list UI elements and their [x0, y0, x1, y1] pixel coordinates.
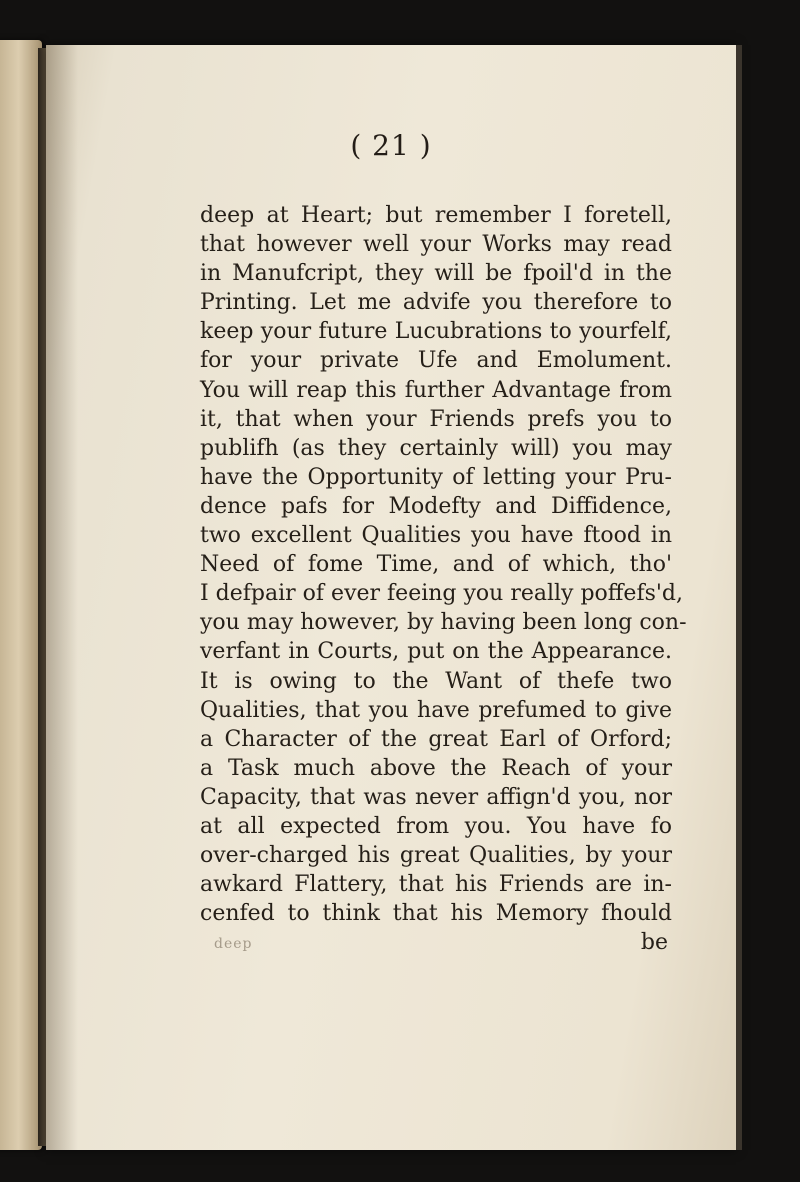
text-line: awkard Flattery, that his Friends are in- [200, 872, 672, 898]
text-line: that however well your Works may read [200, 232, 672, 258]
adjacent-page-edge [0, 40, 42, 1150]
footer-row [200, 928, 672, 957]
text-line: I defpair of ever feeing you really poffefs'd, [200, 581, 684, 607]
show-through-mark: deep [214, 936, 253, 953]
page-number: ( 21 ) [350, 129, 432, 162]
text-line: have the Opportunity of letting your Pru- [200, 464, 672, 490]
book-page [46, 45, 736, 1150]
catchword: be [640, 930, 668, 956]
text-line: at all expected from you. You have fo [200, 813, 672, 839]
text-line: Qualities, that you have prefumed to give [200, 697, 672, 723]
text-line: Printing. Let me advife you therefore to [200, 290, 672, 316]
page-edge-shadow [736, 45, 742, 1150]
text-line: deep at Heart; but remember I foretell, [200, 203, 672, 228]
text-line: Need of fome Time, and of which, tho' [200, 552, 672, 578]
body-text [200, 201, 687, 957]
text-line: over-charged his great Qualities, by your [200, 843, 672, 869]
text-line: dence pafs for Modefty and Diffidence, [200, 493, 672, 519]
text-line: You will reap this further Advantage from [200, 377, 672, 403]
text-line: It is owing to the Want of thefe two [200, 668, 672, 694]
text-line: a Task much above the Reach of your [200, 755, 672, 781]
text-line: in Manufcript, they will be fpoil'd in the [200, 261, 672, 287]
text-line: publifh (as they certainly will) you may [200, 435, 672, 461]
text-line: for your private Ufe and Emolument. [200, 348, 672, 374]
text-line: Capacity, that was never affign'd you, nor [200, 784, 672, 810]
text-line: two excellent Qualities you have ftood in [200, 523, 672, 549]
text-line: keep your future Lucubrations to yourfelf, [200, 319, 672, 345]
text-line: a Character of the great Earl of Orford; [200, 726, 672, 752]
text-line: verfant in Courts, put on the Appearance. [200, 639, 672, 665]
text-line: you may however, by having been long con- [200, 610, 687, 636]
text-line: it, that when your Friends prefs you to [200, 406, 672, 432]
text-line: cenfed to think that his Memory fhould [200, 901, 672, 927]
